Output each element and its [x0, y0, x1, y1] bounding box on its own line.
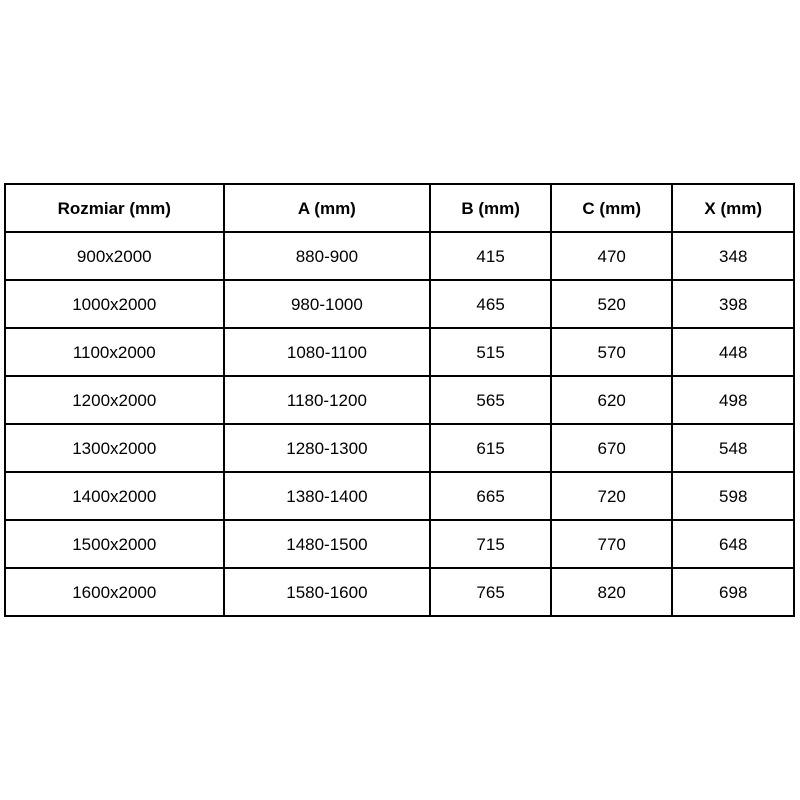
- table-cell: 498: [672, 376, 794, 424]
- table-cell: 465: [430, 280, 551, 328]
- table-cell: 470: [551, 232, 673, 280]
- table-cell: 1580-1600: [224, 568, 431, 616]
- table-cell: 820: [551, 568, 673, 616]
- table-cell: 980-1000: [224, 280, 431, 328]
- table-row: [5, 520, 794, 568]
- table-cell: 1600x2000: [5, 568, 224, 616]
- table-body: [5, 232, 794, 616]
- table-cell: 1080-1100: [224, 328, 431, 376]
- table-cell: 1500x2000: [5, 520, 224, 568]
- table-row: [5, 376, 794, 424]
- table-cell: 698: [672, 568, 794, 616]
- table-row: [5, 232, 794, 280]
- table-cell: 900x2000: [5, 232, 224, 280]
- table-cell: 1300x2000: [5, 424, 224, 472]
- table-cell: 398: [672, 280, 794, 328]
- table-cell: 715: [430, 520, 551, 568]
- table-cell: 515: [430, 328, 551, 376]
- column-header: C (mm): [551, 184, 673, 232]
- column-header: X (mm): [672, 184, 794, 232]
- table-row: [5, 568, 794, 616]
- column-header: A (mm): [224, 184, 431, 232]
- table-cell: 570: [551, 328, 673, 376]
- table-cell: 548: [672, 424, 794, 472]
- table-cell: 520: [551, 280, 673, 328]
- table-cell: 665: [430, 472, 551, 520]
- table-row: [5, 280, 794, 328]
- table-cell: 565: [430, 376, 551, 424]
- table-cell: 670: [551, 424, 673, 472]
- table-row: [5, 472, 794, 520]
- table-cell: 765: [430, 568, 551, 616]
- table-cell: 598: [672, 472, 794, 520]
- table-cell: 720: [551, 472, 673, 520]
- table-cell: 648: [672, 520, 794, 568]
- table-cell: 770: [551, 520, 673, 568]
- table-cell: 348: [672, 232, 794, 280]
- table-header: [5, 184, 794, 232]
- table-cell: 448: [672, 328, 794, 376]
- table-cell: 1400x2000: [5, 472, 224, 520]
- table-cell: 615: [430, 424, 551, 472]
- table-cell: 1100x2000: [5, 328, 224, 376]
- header-row: [5, 184, 794, 232]
- table-cell: 1000x2000: [5, 280, 224, 328]
- size-spec-table: [4, 183, 795, 617]
- table-cell: 1280-1300: [224, 424, 431, 472]
- column-header: Rozmiar (mm): [5, 184, 224, 232]
- table-row: [5, 424, 794, 472]
- table-cell: 1480-1500: [224, 520, 431, 568]
- column-header: B (mm): [430, 184, 551, 232]
- table-cell: 620: [551, 376, 673, 424]
- table-row: [5, 328, 794, 376]
- table-cell: 1200x2000: [5, 376, 224, 424]
- table-cell: 415: [430, 232, 551, 280]
- table-cell: 1380-1400: [224, 472, 431, 520]
- table-cell: 880-900: [224, 232, 431, 280]
- table-cell: 1180-1200: [224, 376, 431, 424]
